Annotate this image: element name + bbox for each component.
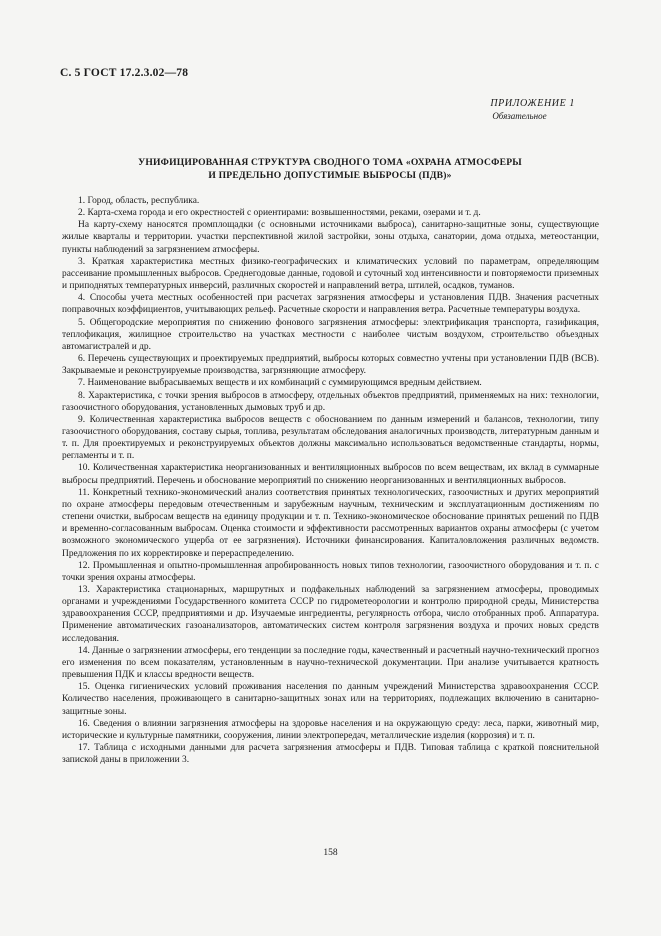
paragraph: 15. Оценка гигиенических условий проживания населения по данным учреждений Министерства здравоохранения СССР. Количество населения, проживающего в санитарно-защитных зонах или на территориях, подлежащих включению в санитарно-защитные зоны. <box>62 682 599 717</box>
paragraph: 4. Способы учета местных особенностей при расчетах загрязнения атмосферы и установления ПДВ. Значения расчетных поправочных коэффициентов, учитывающих рельеф. Расчетные скорости и направления ветра. Расчетные температуры воздуха. <box>62 293 599 316</box>
paragraph: 2. Карта-схема города и его окрестностей с ориентирами: возвышенностями, реками, озерами и т. д. <box>78 208 481 219</box>
paragraph: 12. Промышленная и опытно-промышленная апробированность новых типов технологии, газоочистного оборудования и т. п. с точки зрения охраны атмосферы. <box>62 560 599 583</box>
paragraph: 17. Таблица с исходными данными для расчета загрязнения атмосферы и ПДВ. Типовая таблица с краткой пояснительной запиской даны в приложении 3. <box>62 743 599 766</box>
paragraph: 8. Характеристика, с точки зрения выбросов в атмосферу, отдельных объектов предприятий, применяемых на них: технологии, газоочистного оборудования, установленных дымовых труб и др. <box>62 390 599 413</box>
paragraph: 6. Перечень существующих и проектируемых предприятий, выбросы которых совместно учтены при установлении ПДВ (ВСВ). Закрываемые и реконструируемые производства, загрязняющие атмосферу. <box>62 354 599 377</box>
document-title-line: И ПРЕДЕЛЬНО ДОПУСТИМЫЕ ВЫБРОСЫ (ПДВ)» <box>208 169 452 181</box>
page-header: С. 5 ГОСТ 17.2.3.02—78 <box>60 67 189 79</box>
appendix-subtitle: Обязательное <box>492 111 547 121</box>
appendix-title: ПРИЛОЖЕНИЕ 1 <box>490 98 575 109</box>
paragraph: 9. Количественная характеристика выбросов веществ с обоснованием по данным измерений и балансов, технологии, типу газоочистного оборудования, составу сырья, топлива, результатам обследования аналогичных производств, литературным данным и т. п. Для проектируемых и реконструируемых объектов должны максимально использоваться ведомственные стандарты, нормы, регламенты и т. п. <box>62 414 599 462</box>
paragraph: 3. Краткая характеристика местных физико-географических и климатических условий по параметрам, определяющим рассеивание промышленных выбросов. Среднегодовые данные, годовой и суточный ход интенсивности и повторяемости приземных и приподнятых температурных инверсий, различных скоростей и направлений ветра, штилей, осадков, туманов. <box>62 256 599 292</box>
paragraph: 14. Данные о загрязнении атмосферы, его тенденции за последние годы, качественный и расчетный научно-технический прогноз его изменения по всем показателям, установленным в научно-технической документации. При анализе учитывается кратность превышения ПДК и классы вредности веществ. <box>62 645 599 681</box>
paragraph: 13. Характеристика стационарных, маршрутных и подфакельных наблюдений за загрязнением атмосферы, проводимых органами и учреждениями Государственного комитета СССР по гидрометеорологии и контролю природной среды, Министерства здравоохранения СССР, предприятиями и др. Изучаемые ингредиенты, регулярность отбора, число отобранных проб. Аппаратура. Применение автоматических газоанализаторов, автоматических систем контроля загрязнения воздуха и прочих новых средств исследования. <box>62 585 599 644</box>
appendix-label <box>490 97 575 123</box>
document-title <box>60 157 600 182</box>
document-title-line: УНИФИЦИРОВАННАЯ СТРУКТУРА СВОДНОГО ТОМА «ОХРАНА АТМОСФЕРЫ <box>138 157 522 168</box>
paragraph: 16. Сведения о влиянии загрязнения атмосферы на здоровье населения и на окружающую среду: леса, парки, животный мир, исторические и культурные памятники, сооружения, линии электропередач, металлические изделия (коррозия) и т. п. <box>62 718 599 741</box>
paragraph: 1. Город, область, республика. <box>78 196 200 206</box>
page-number: 158 <box>323 848 338 858</box>
paragraph: 7. Наименование выбрасываемых веществ и их комбинаций с суммирующимся вредным действием. <box>78 378 482 389</box>
paragraph: 5. Общегородские мероприятия по снижению фонового загрязнения атмосферы: электрификация транспорта, газификация, теплофикация, жилищное строительство на участках местности с наиболее чистым воздухом, строительство объездных автомагистралей и др. <box>62 317 599 352</box>
paragraph: 10. Количественная характеристика неорганизованных и вентиляционных выбросов по всем веществам, их вклад в суммарные выбросы предприятий. Перечень и обоснование мероприятий по снижению неорганизованных и вентиляционных выбросов. <box>62 463 599 486</box>
paragraph: На карту-схему наносятся промплощадки (с основными источниками выброса), санитарно-защитные зоны, существующие жилые кварталы и территории. участки перспективной жилой застройки, зоны отдыха, санатории, дома отдыха, метеостанции, пункты наблюдений за загрязнением атмосферы. <box>62 220 599 255</box>
paragraph: 11. Конкретный технико-экономический анализ соответствия принятых технологических, газоочистных и других мероприятий по охране атмосферы передовым отечественным и зарубежным научным, техническим и эксплуатационным достижениям по степени очистки, выбросам веществ на единицу продукции и т. п. Технико-экономическое обоснование принятых решений по ПДВ и временно-согласованным выбросам. Оценка стоимости и эффективности рассмотренных вариантов охраны атмосферы (с учетом возможного экономического ущерба от ее загрязнения). Источники финансирования. Капиталовложения различных ведомств. Предложения по их корректировке и перераспределению. <box>62 487 599 559</box>
document-body <box>62 195 599 766</box>
